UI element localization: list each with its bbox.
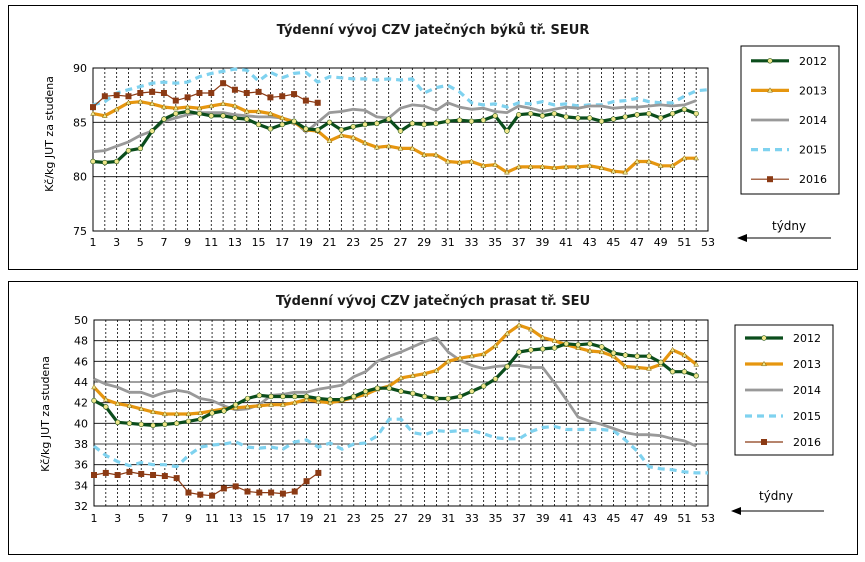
x-tick-label: 7 [160, 236, 168, 249]
point-2012 [635, 112, 640, 117]
point-2012 [256, 122, 261, 127]
x-tick-label: 25 [370, 512, 385, 525]
point-2012 [387, 386, 392, 391]
x-tick-label: 3 [113, 236, 121, 249]
legend-marker [767, 176, 773, 182]
point-2012 [552, 111, 557, 116]
point-2012 [386, 117, 391, 122]
point-2012 [174, 421, 179, 426]
point-2012 [186, 419, 191, 424]
point-2012 [528, 111, 533, 116]
point-2016 [125, 93, 131, 99]
point-2016 [315, 470, 321, 476]
point-2012 [162, 117, 167, 122]
x-tick-label: 29 [417, 512, 432, 525]
point-2012 [316, 396, 321, 401]
x-tick-label: 23 [346, 236, 361, 249]
point-2012 [493, 113, 498, 118]
point-2012 [446, 396, 451, 401]
x-tick-label: 47 [630, 512, 645, 525]
point-2016 [256, 89, 262, 95]
point-2016 [279, 93, 285, 99]
point-2016 [232, 87, 238, 93]
point-2012 [139, 422, 144, 427]
x-tick-label: 27 [393, 236, 408, 249]
point-2012 [185, 109, 190, 114]
x-tick-label: 41 [559, 236, 574, 249]
point-2012 [540, 347, 545, 352]
x-tick-label: 21 [322, 236, 337, 249]
y-tick-label: 75 [73, 225, 87, 238]
point-2012 [458, 394, 463, 399]
legend-label: 2016 [799, 173, 827, 187]
point-2016 [90, 104, 96, 110]
x-tick-label: 39 [535, 236, 550, 249]
point-2012 [210, 411, 215, 416]
chart-panel-bulls [8, 5, 858, 270]
legend-label: 2014 [793, 384, 821, 397]
point-2016 [137, 90, 143, 96]
x-tick-label: 33 [464, 236, 479, 249]
point-2016 [173, 98, 179, 104]
chart-svg-bulls [9, 6, 857, 269]
point-2012 [434, 121, 439, 126]
point-2012 [103, 404, 108, 409]
x-axis-note: týdny [759, 489, 794, 503]
x-tick-label: 31 [440, 236, 455, 249]
legend-label: 2016 [793, 436, 821, 449]
x-tick-label: 21 [323, 512, 338, 525]
legend-label: 2013 [793, 358, 821, 371]
point-2012 [198, 417, 203, 422]
point-2012 [92, 398, 97, 403]
point-2012 [670, 111, 675, 116]
x-tick-label: 29 [417, 236, 432, 249]
point-2016 [244, 90, 250, 96]
point-2012 [162, 422, 167, 427]
point-2016 [233, 483, 239, 489]
point-2012 [410, 121, 415, 126]
x-tick-label: 1 [90, 512, 98, 525]
x-tick-label: 43 [582, 512, 597, 525]
y-tick-label: 85 [73, 116, 87, 130]
point-2012 [209, 113, 214, 118]
point-2012 [399, 389, 404, 394]
point-2012 [375, 386, 380, 391]
point-2016 [185, 490, 191, 496]
point-2016 [103, 470, 109, 476]
point-2012 [646, 111, 651, 116]
x-tick-label: 49 [653, 236, 668, 249]
point-2012 [599, 119, 604, 124]
x-tick-label: 25 [369, 236, 384, 249]
point-2012 [445, 119, 450, 124]
point-2016 [162, 473, 168, 479]
point-2012 [564, 115, 569, 120]
point-2012 [115, 420, 120, 425]
point-2016 [174, 475, 180, 481]
point-2012 [138, 146, 143, 151]
point-2012 [635, 354, 640, 359]
point-2016 [209, 493, 215, 499]
point-2012 [658, 116, 663, 121]
legend-label: 2014 [799, 114, 827, 127]
x-tick-label: 11 [204, 236, 219, 249]
point-2012 [694, 111, 699, 116]
point-2012 [658, 360, 663, 365]
chart-panel-pigs [8, 281, 858, 555]
x-tick-label: 5 [136, 236, 144, 249]
y-axis-label: Kč/kg JUT za studena [39, 356, 52, 472]
y-tick-label: 80 [73, 170, 87, 184]
point-2012 [422, 394, 427, 399]
y-tick-label: 38 [74, 438, 88, 451]
x-tick-label: 41 [559, 512, 574, 525]
point-2012 [552, 346, 557, 351]
y-tick-label: 36 [74, 458, 88, 472]
point-2012 [351, 124, 356, 129]
x-tick-label: 5 [137, 512, 145, 525]
point-2016 [280, 491, 286, 497]
legend-marker [761, 439, 767, 445]
point-2012 [457, 118, 462, 123]
chart-title: Týdenní vývoj CZV jatečných býků tř. SEUR [276, 23, 590, 38]
x-tick-label: 35 [488, 512, 503, 525]
point-2012 [127, 421, 132, 426]
x-tick-label: 53 [701, 236, 715, 249]
point-2012 [281, 394, 286, 399]
x-axis-arrow [731, 507, 824, 515]
y-tick-label: 42 [74, 396, 88, 410]
point-2012 [694, 373, 699, 378]
point-2016 [221, 485, 227, 491]
point-2012 [647, 354, 652, 359]
point-2012 [244, 117, 249, 122]
x-tick-label: 13 [227, 236, 242, 249]
point-2016 [220, 80, 226, 86]
point-2012 [469, 119, 474, 124]
point-2012 [102, 160, 107, 165]
point-2016 [315, 100, 321, 106]
x-tick-label: 27 [394, 512, 408, 525]
x-tick-label: 31 [441, 512, 456, 525]
legend-marker [768, 58, 773, 63]
point-2016 [126, 469, 132, 475]
point-2012 [304, 394, 309, 399]
x-tick-label: 9 [184, 236, 192, 249]
point-2012 [151, 423, 156, 428]
point-2012 [611, 351, 616, 356]
legend-label: 2012 [793, 332, 821, 345]
x-tick-label: 33 [464, 512, 479, 525]
point-2012 [469, 389, 474, 394]
point-2012 [576, 116, 581, 121]
y-tick-label: 48 [74, 334, 88, 348]
legend [735, 325, 833, 455]
x-tick-label: 23 [346, 512, 361, 525]
point-2012 [126, 148, 131, 153]
point-2012 [351, 394, 356, 399]
x-tick-label: 7 [161, 512, 169, 525]
y-tick-label: 32 [74, 500, 88, 513]
point-2012 [611, 117, 616, 122]
point-2012 [505, 364, 510, 369]
x-tick-label: 15 [252, 512, 267, 525]
point-2012 [233, 402, 238, 407]
point-2016 [291, 91, 297, 97]
legend-label: 2015 [793, 410, 821, 423]
x-tick-label: 53 [701, 512, 715, 525]
point-2016 [114, 92, 120, 98]
point-2012 [292, 394, 297, 399]
point-2012 [682, 107, 687, 112]
chart-svg-pigs [9, 282, 857, 554]
point-2012 [599, 344, 604, 349]
point-2016 [185, 94, 191, 100]
point-2012 [221, 409, 226, 414]
point-2012 [315, 128, 320, 133]
point-2016 [245, 489, 251, 495]
y-tick-label: 46 [74, 355, 88, 369]
point-2016 [292, 489, 298, 495]
point-2012 [268, 126, 273, 131]
point-2016 [138, 471, 144, 477]
x-tick-label: 19 [298, 236, 313, 249]
y-tick-label: 34 [74, 479, 88, 493]
point-2012 [327, 120, 332, 125]
legend-marker [762, 336, 767, 341]
point-2016 [256, 490, 262, 496]
point-2012 [670, 369, 675, 374]
point-2012 [91, 159, 96, 164]
point-2012 [245, 396, 250, 401]
x-tick-label: 11 [205, 512, 220, 525]
point-2012 [516, 112, 521, 117]
x-axis-note: týdny [772, 219, 807, 233]
point-2012 [528, 348, 533, 353]
y-tick-label: 44 [74, 376, 88, 389]
point-2012 [588, 341, 593, 346]
x-tick-label: 1 [89, 236, 97, 249]
point-2012 [257, 393, 262, 398]
point-2012 [221, 113, 226, 118]
legend-label: 2013 [799, 84, 827, 98]
x-axis-arrow [737, 234, 831, 242]
point-2012 [339, 128, 344, 133]
point-2016 [150, 472, 156, 478]
x-tick-label: 51 [677, 512, 692, 525]
point-2012 [340, 397, 345, 402]
y-tick-label: 40 [74, 417, 88, 431]
point-2016 [149, 89, 155, 95]
point-2012 [280, 122, 285, 127]
point-2012 [303, 126, 308, 131]
point-2012 [493, 377, 498, 382]
point-2012 [623, 353, 628, 358]
point-2012 [328, 397, 333, 402]
point-2016 [268, 490, 274, 496]
point-2012 [114, 159, 119, 164]
x-tick-label: 47 [630, 236, 645, 249]
point-2016 [161, 90, 167, 96]
point-2012 [505, 129, 510, 134]
point-2016 [304, 478, 310, 484]
x-tick-label: 17 [275, 512, 290, 525]
point-2012 [434, 396, 439, 401]
point-2016 [208, 90, 214, 96]
x-tick-label: 35 [488, 236, 503, 249]
point-2012 [410, 391, 415, 396]
x-tick-label: 37 [512, 512, 527, 525]
x-tick-label: 49 [653, 512, 668, 525]
point-2012 [422, 122, 427, 127]
x-tick-label: 19 [299, 512, 314, 525]
y-tick-label: 90 [73, 62, 87, 75]
y-tick-label: 50 [74, 314, 88, 327]
x-tick-label: 17 [275, 236, 290, 249]
point-2012 [269, 394, 274, 399]
point-2012 [173, 111, 178, 116]
point-2012 [623, 115, 628, 120]
x-tick-label: 45 [606, 236, 621, 249]
point-2012 [481, 384, 486, 389]
point-2016 [91, 472, 97, 478]
x-tick-label: 3 [114, 512, 122, 525]
point-2012 [374, 121, 379, 126]
point-2012 [517, 350, 522, 355]
point-2016 [197, 492, 203, 498]
x-tick-label: 39 [535, 512, 550, 525]
point-2012 [540, 113, 545, 118]
point-2012 [481, 118, 486, 123]
point-2012 [682, 369, 687, 374]
legend [741, 46, 839, 194]
point-2012 [363, 122, 368, 127]
chart-title: Týdenní vývoj CZV jatečných prasat tř. SEU [275, 294, 591, 309]
point-2012 [363, 389, 368, 394]
point-2012 [292, 119, 297, 124]
x-tick-label: 37 [511, 236, 526, 249]
legend-label: 2012 [799, 54, 827, 68]
point-2012 [564, 341, 569, 346]
y-axis-label: Kč/kg JUT za studena [43, 76, 56, 192]
point-2016 [196, 90, 202, 96]
point-2012 [197, 111, 202, 116]
point-2012 [576, 342, 581, 347]
point-2012 [398, 129, 403, 134]
legend-label: 2015 [799, 143, 827, 157]
x-tick-label: 51 [677, 236, 692, 249]
point-2012 [233, 116, 238, 121]
point-2016 [115, 472, 121, 478]
point-2016 [303, 98, 309, 104]
x-tick-label: 9 [184, 512, 192, 525]
x-tick-label: 13 [228, 512, 243, 525]
point-2016 [267, 94, 273, 100]
x-tick-label: 45 [606, 512, 621, 525]
x-tick-label: 15 [251, 236, 266, 249]
point-2012 [587, 116, 592, 121]
point-2016 [102, 93, 108, 99]
x-tick-label: 43 [582, 236, 597, 249]
point-2012 [150, 129, 155, 134]
